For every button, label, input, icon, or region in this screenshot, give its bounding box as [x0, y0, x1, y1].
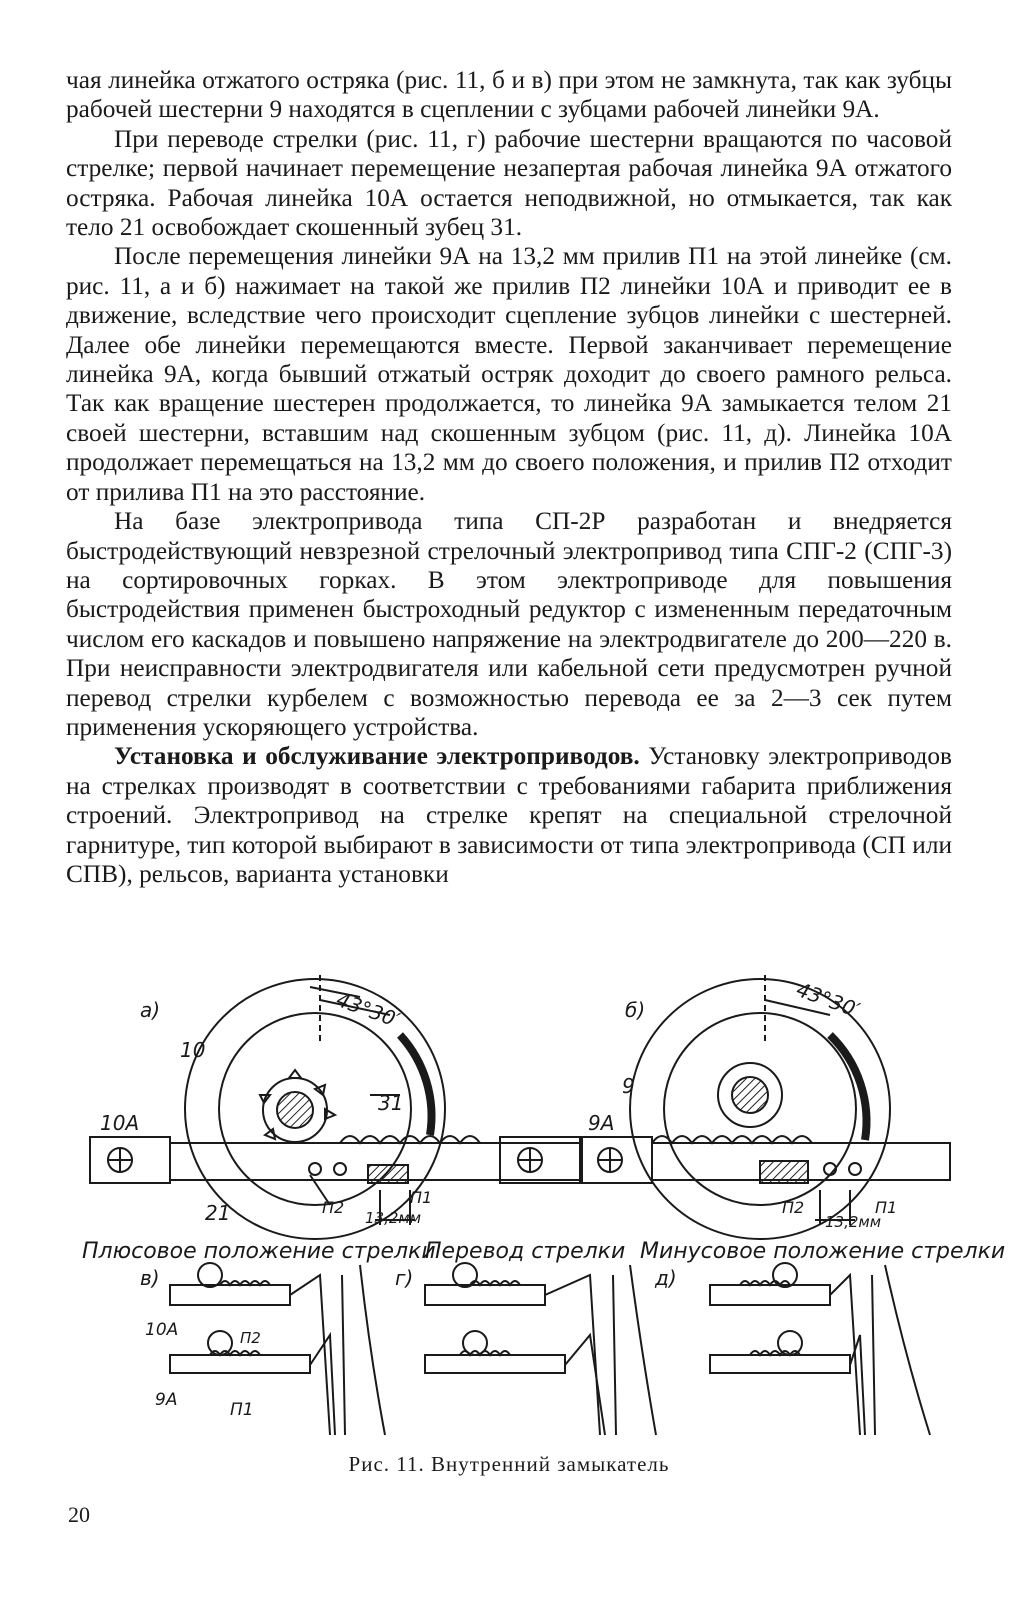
- paragraph-5: [66, 742, 952, 889]
- paragraph-5-text: Установку электроприводов на стрелках производят в соответствии с требованиями габарита приближения строений. Электропривод на стрелке крепят на специальной стрелочной гарнитуре, тип которой выбирают в зависимости от типа электропривода (СП или СПВ), рельсов, варианта установки: [66, 742, 952, 888]
- diagram-g: [425, 1263, 656, 1435]
- num-10: 10: [180, 1038, 206, 1062]
- label-g: г): [395, 1266, 414, 1290]
- label-b: б): [625, 998, 646, 1022]
- figure-caption: Рис. 11. Внутренний замыкатель: [348, 1452, 670, 1476]
- label-v: в): [140, 1266, 160, 1290]
- section-heading: Установка и обслуживание электроприводов.: [114, 742, 640, 771]
- paragraph-4: На базе электропривода типа СП-2Р разработан и внедряется быстродействующий невзрезной стрелочный электропривод типа СПГ-2 (СПГ-3) на сортировочных горках. В этом электроприводе для повышения быстродействия применен быстроходный редуктор с измененным передаточным числом его каскадов и повышено напряжение на электродвигателе до 200—220 в. При неисправности электродвигателя или кабельной сети предусмотрен ручной перевод стрелки курбелем с возможностью перевода ее за 2—3 сек путем применения ускоряющего устройства.: [66, 507, 952, 741]
- p2-a: П2: [322, 1198, 345, 1217]
- paragraph-1: чая линейка отжатого остряка (рис. 11, б и в) при этом не замкнута, так как зубцы рабочей шестерни 9 находятся в сцеплении с зубцами рабочей линейки 9А.: [66, 66, 952, 124]
- dim-a: 13,2мм: [365, 1209, 422, 1227]
- switching-label: Перевод стрелки: [425, 1239, 626, 1264]
- label-a: а): [140, 998, 161, 1022]
- p1-v: П1: [230, 1400, 254, 1420]
- p2-v: П2: [240, 1329, 261, 1347]
- figure-11: [60, 975, 1006, 1450]
- num-9a-v: 9А: [155, 1390, 178, 1410]
- num-10a: 10А: [100, 1111, 140, 1135]
- p1-a: П1: [410, 1188, 433, 1207]
- plus-position-label: Плюсовое положение стрелки: [82, 1239, 436, 1264]
- dim-b: 13,2мм: [825, 1213, 882, 1231]
- page-number: 20: [68, 1502, 90, 1527]
- label-d: д): [655, 1266, 677, 1290]
- p1-b: П1: [875, 1198, 898, 1217]
- angle-b: 43°30′: [793, 977, 864, 1023]
- paragraph-2: При переводе стрелки (рис. 11, г) рабочие шестерни вращаются по часовой стрелке; первой начинает перемещение незапертая рабочая линейка 9А отжатого остряка. Рабочая линейка 10А остается неподвижной, но отмыкается, так как тело 21 освобождает скошенный зубец 31.: [66, 124, 952, 242]
- paragraph-3: После перемещения линейки 9А на 13,2 мм прилив П1 на этой линейке (см. рис. 11, а и б) нажимает на такой же прилив П2 линейки 10А и приводит ее в движение, вследствие чего происходит сцепление зубцов линейки с шестерней. Далее обе линейки перемещаются вместе. Первой заканчивает перемещение линейка 9А, когда бывший отжатый остряк доходит до своего рамного рельса. Так как вращение шестерен продолжается, то линейка 9А замыкается телом 21 своей шестерни, вставшим над скошенным зубцом (рис. 11, д). Линейка 10А продолжает перемещаться на 13,2 мм до своего положения, и прилив П2 отходит от прилива П1 на это расстояние.: [66, 242, 952, 506]
- diagram-d: [710, 1263, 930, 1435]
- num-9a: 9А: [588, 1111, 615, 1135]
- p2-b: П2: [782, 1198, 805, 1217]
- angle-a: 43°30′: [333, 987, 404, 1033]
- num-21: 21: [205, 1201, 231, 1225]
- num-31: 31: [378, 1091, 404, 1115]
- body-text: [66, 66, 952, 889]
- minus-position-label: Минусовое положение стрелки: [640, 1239, 1006, 1264]
- figure-drawing: [60, 975, 1006, 1450]
- num-9: 9: [622, 1074, 635, 1098]
- diagram-v: [170, 1263, 385, 1435]
- num-10a-v: 10А: [145, 1320, 179, 1340]
